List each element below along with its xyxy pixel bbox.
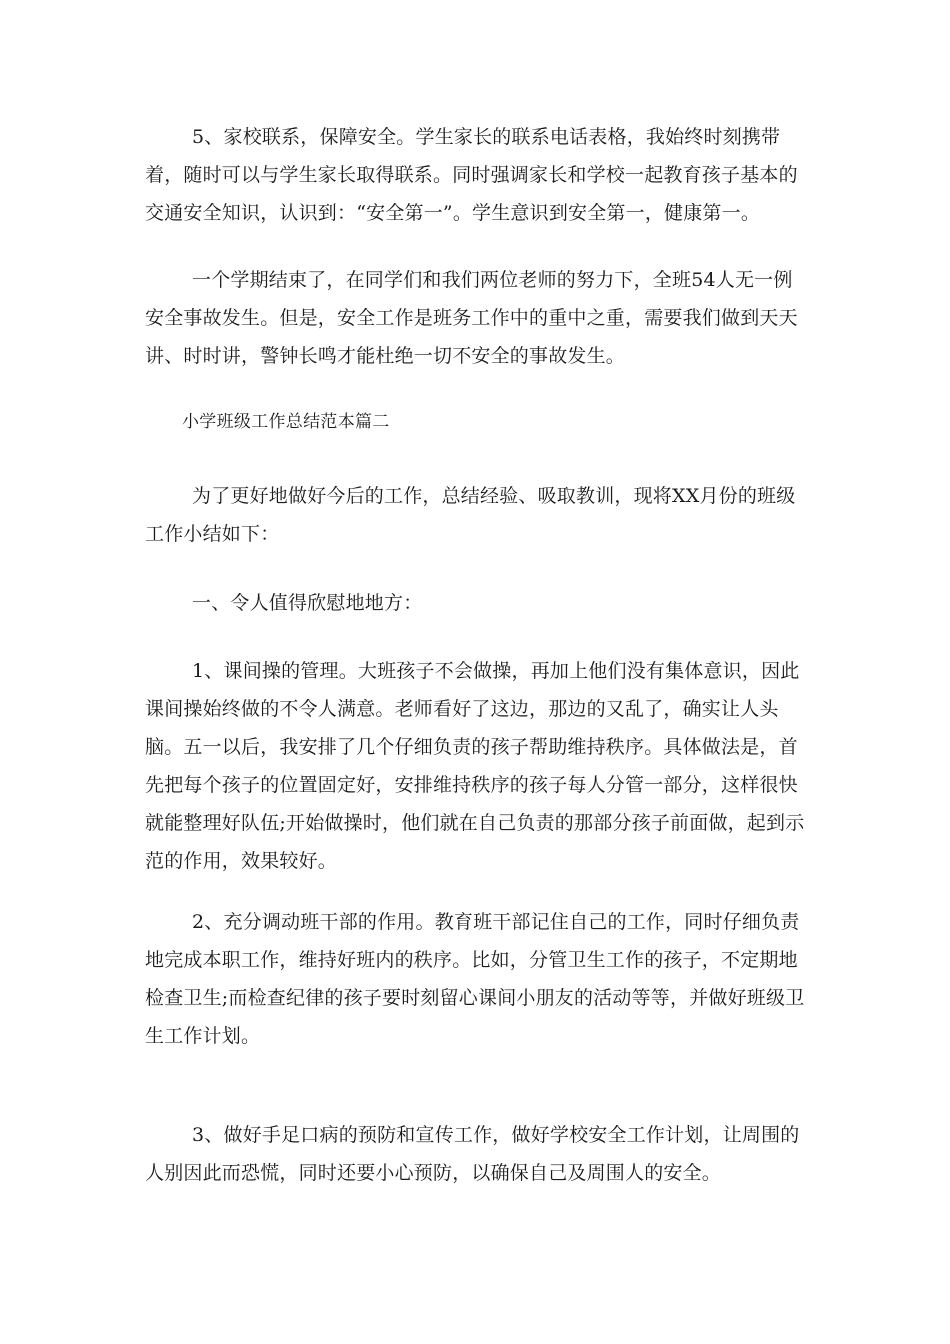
paragraph-class-cadres: 2、充分调动班干部的作用。教育班干部记住自己的工作，同时仔细负责地完成本职工作，维持好班内的秩序。比如，分管卫生工作的孩子，不定期地检查卫生;而检查纪律的孩子要时刻留心课间小朋友的活动等等，并做好班级卫生工作计划。 bbox=[145, 911, 805, 1047]
paragraph-subheading-positives: 一、令人值得欣慰地地方： bbox=[192, 592, 423, 614]
paragraph-semester-summary: 一个学期结束了，在同学们和我们两位老师的努力下，全班54人无一例安全事故发生。但是，安全工作是班务工作中的重中之重，需要我们做到天天讲、时时讲，警钟长鸣才能杜绝一切不安全的事故发生。 bbox=[145, 269, 798, 367]
paragraph-exercise-management: 1、课间操的管理。大班孩子不会做操，再加上他们没有集体意识，因此课间操始终做的不令人满意。老师看好了这边，那边的又乱了，确实让人头脑。五一以后，我安排了几个仔细负责的孩子帮助维持秩序。具体做法是，首先把每个孩子的位置固定好，安排维持秩序的孩子每人分管一部分，这样很快就能整理好队伍;开始做操时，他们就在自己负责的那部分孩子前面做，起到示范的作用，效果较好。 bbox=[145, 660, 805, 872]
paragraph-introduction: 为了更好地做好今后的工作，总结经验、吸取教训，现将XX月份的班级工作小结如下： bbox=[145, 485, 796, 545]
paragraph-home-school-contact: 5、家校联系，保障安全。学生家长的联系电话表格，我始终时刻携带着，随时可以与学生家长取得联系。同时强调家长和学校一起教育孩子基本的交通安全知识，认识到：“安全第一”。学生意识到安全第一，健康第一。 bbox=[145, 126, 798, 224]
section-heading: 小学班级工作总结范本篇二 bbox=[182, 412, 390, 432]
paragraph-disease-prevention: 3、做好手足口病的预防和宣传工作，做好学校安全工作计划，让周围的人别因此而恐慌，同时还要小心预防，以确保自己及周围人的安全。 bbox=[145, 1124, 800, 1184]
